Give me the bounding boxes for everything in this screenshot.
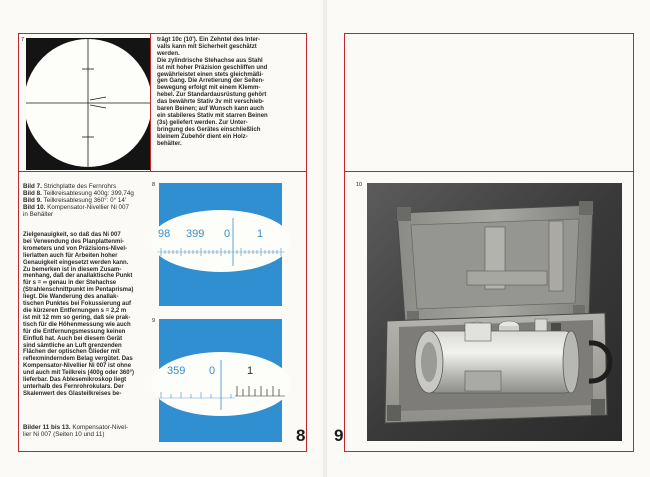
page-number-right: 9 bbox=[334, 426, 344, 445]
figure-8-eyepiece-view bbox=[151, 210, 291, 272]
top-text-line: baren Beinen; auf Wunsch kann auch bbox=[157, 106, 264, 113]
figure-7-reticle bbox=[26, 38, 150, 170]
main-text-line: lieferbar. Das Ablesemikroskop liegt bbox=[23, 377, 127, 384]
main-text-line: krometers und von Präzisions-Nivel- bbox=[23, 245, 128, 252]
top-column-divider bbox=[150, 33, 151, 171]
main-text-line: Skalenwert des Glasteilkreises be- bbox=[23, 390, 122, 397]
top-text-line: ist mit hoher Präzision geschliffen und bbox=[157, 64, 268, 71]
scale-number: 359 bbox=[167, 365, 186, 377]
top-text-line: das bewährte Stativ 3v mit verschieb- bbox=[157, 99, 265, 106]
main-text-line: Einfluß hat. Auch bei diesem Gerät bbox=[23, 335, 123, 342]
main-text-line: ist mit 12 mm so gering, daß sie prak- bbox=[23, 314, 131, 321]
top-text-line: behälter. bbox=[157, 140, 182, 147]
figure-10-label: 10 bbox=[356, 182, 363, 188]
main-text-line: unterhalb des Fernrohrokulars. Der bbox=[23, 383, 124, 390]
page-gutter bbox=[323, 0, 327, 477]
main-text-line: (Strahlenschnittpunkt im Pentaprisma) bbox=[23, 287, 134, 294]
top-text-line: hebel. Zur Standardausrüstung gehört bbox=[157, 92, 267, 99]
caption-line: Bilder 11 bis 13. Kompensator-Nivel- bbox=[23, 424, 129, 431]
scale-number: 1 bbox=[247, 365, 254, 377]
caption-line: Bild 9. Teilkreisablesung 360°: 0° 14' bbox=[23, 197, 127, 205]
main-text-line: Zu bemerken ist in diesem Zusam- bbox=[23, 266, 122, 273]
main-text-line: tisch für die Höhenmessung wie auch bbox=[23, 321, 131, 328]
main-text-line: für s = ∞ genau in der Stehachse bbox=[23, 280, 117, 287]
figure-8-scale-graduation bbox=[151, 210, 291, 272]
main-text-line: tischen Punktes bei Fokussierung auf bbox=[23, 301, 132, 308]
caption-line: lier Ni 007 (Seiten 10 und 11) bbox=[23, 431, 105, 439]
bottom-caption bbox=[23, 424, 155, 438]
top-text-line: bewegung erfolgt mit einem Klemm- bbox=[157, 85, 261, 92]
figure-7-label: 7 bbox=[21, 37, 25, 43]
main-text-line: Flächen der optischen Glieder mit bbox=[23, 349, 120, 356]
top-text-line: Die zylindrische Stehachse aus Stahl bbox=[157, 57, 263, 64]
main-text-line: Zielgenauigkeit, so daß das Ni 007 bbox=[23, 232, 121, 238]
scale-number: 399 bbox=[186, 228, 205, 240]
main-text-line: die kürzeren Entfernungen s = 2,2 m bbox=[23, 307, 127, 314]
figure-10-instrument-case-photo bbox=[367, 183, 622, 441]
figure-8-label: 8 bbox=[152, 182, 156, 188]
scale-number: 0 bbox=[224, 228, 231, 240]
main-text-line: menhang, daß der anallaktische Punkt bbox=[23, 273, 133, 280]
caption-line: Bild 7. Strichplatte des Fernrohrs bbox=[23, 183, 117, 190]
main-text-line: Kompensator-Nivellier Ni 007 ist ohne bbox=[23, 363, 132, 370]
top-text-line: kleinem Zubehör dient ein Holz- bbox=[157, 133, 248, 140]
figure-captions bbox=[23, 183, 151, 218]
caption-line: Bild 8. Teilkreisablesung 400g: 399,74g bbox=[23, 190, 134, 198]
main-text-line: lierlatten auch für Arbeiten hoher bbox=[23, 252, 118, 259]
scale-number: 0 bbox=[209, 365, 216, 377]
figure-9-eyepiece-view bbox=[151, 352, 291, 416]
top-text-line: (3s) geliefert werden. Zur Unter- bbox=[157, 119, 248, 126]
main-text-line: für die Entfernungsmessung keinen bbox=[23, 328, 126, 335]
top-text-line: valls kann mit Sicherheit geschätzt bbox=[157, 43, 257, 50]
main-text-line: Genauigkeit eingesetzt werden kann. bbox=[23, 259, 129, 266]
figure-9-scale-graduation bbox=[151, 352, 291, 416]
scale-number: 1 bbox=[257, 228, 264, 240]
figure-9-panel bbox=[159, 319, 282, 442]
top-text-line: bringung des Gerätes einschließlich bbox=[157, 126, 261, 133]
main-text-line: reflexminderndem Belag vergütet. Das bbox=[23, 356, 133, 363]
main-text-line: liegt. Die Wanderung des anallak- bbox=[23, 294, 119, 301]
scale-number: 98 bbox=[158, 228, 171, 240]
caption-line: Bild 10. Kompensator-Nivellier Ni 007 bbox=[23, 204, 130, 212]
page-number-left: 8 bbox=[296, 426, 306, 445]
top-text-line: trägt 10c (10'). Ein Zehntel des Inter- bbox=[157, 37, 261, 43]
left-section-rule bbox=[18, 171, 307, 172]
figure-9-label: 9 bbox=[152, 318, 156, 324]
top-text-line: gewährleistet einen stets gleichmäßi- bbox=[157, 71, 264, 78]
figure-8-panel bbox=[159, 183, 282, 306]
caption-line: in Behälter bbox=[23, 211, 54, 219]
main-text-line: sind sämtliche an Luft grenzenden bbox=[23, 342, 122, 349]
main-text-line: bei Verwendung des Planplattenmi- bbox=[23, 238, 125, 245]
top-text-line: ein stabileres Stativ mit starren Beinen bbox=[157, 112, 268, 119]
top-text-line: gen Gang. Die Arretierung der Seiten- bbox=[157, 78, 265, 85]
right-section-rule bbox=[344, 171, 634, 172]
main-text-line: und auch mit Teilkreis (400g oder 360°) bbox=[23, 370, 134, 377]
main-body-text bbox=[23, 232, 152, 398]
top-text-line: werden. bbox=[157, 50, 180, 57]
top-body-text bbox=[157, 37, 303, 148]
